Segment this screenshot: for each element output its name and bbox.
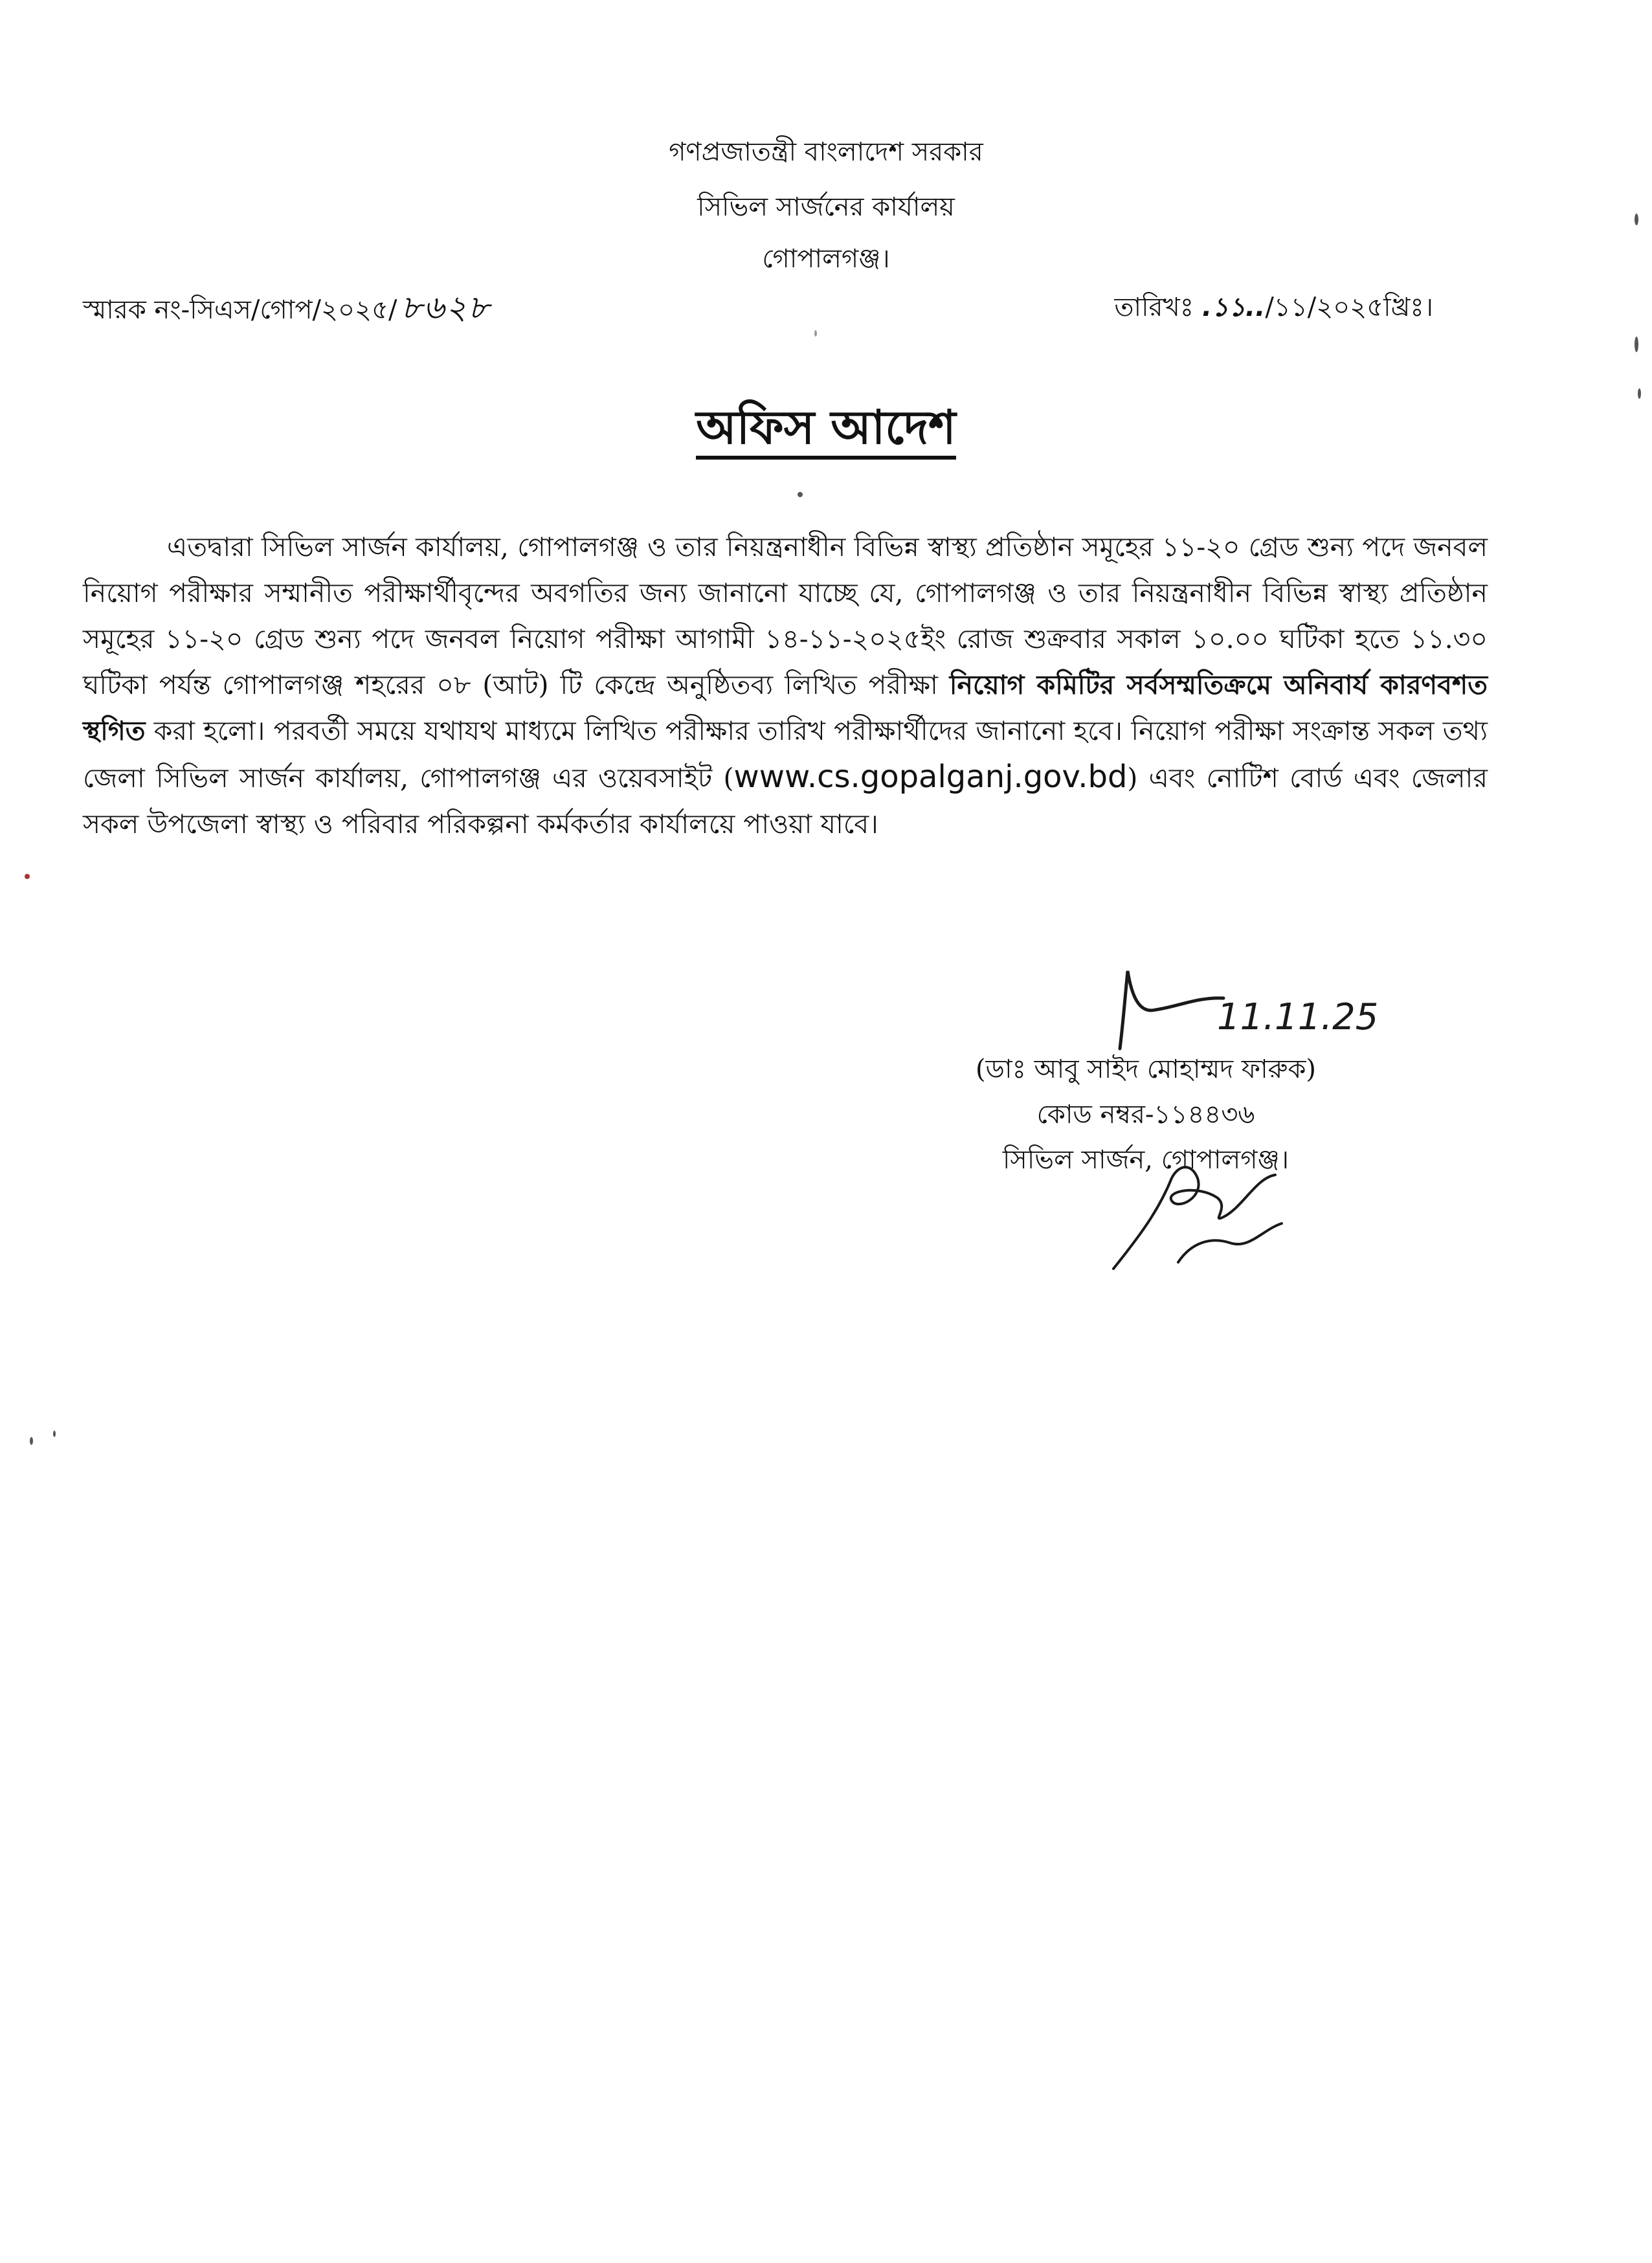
- scan-speck: [1638, 388, 1641, 399]
- signatory-name: (ডাঃ আবু সাইদ মোহাম্মদ ফারুক): [975, 1054, 1317, 1084]
- website-link: www.cs.gopalganj.gov.bd: [733, 759, 1128, 795]
- body-bold: নিয়োগ কমিটির সর্বসম্মতিক্রমে অনিবার্য কারণবশত স্থগিত: [83, 669, 1488, 746]
- signature-date: 11.11.25: [1217, 996, 1379, 1038]
- scan-speck: [1635, 214, 1638, 225]
- scan-speck: [30, 1437, 33, 1445]
- body-part2: করা হলো। পরবর্তী সময়ে যথাযথ মাধ্যমে লিখিত পরীক্ষার তারিখ পরীক্ষার্থীদের জানানো হবে। নিয়োগ পরীক্ষা সংক্রান্ত সকল তথ্য জেলা সিভিল সার্জন কার্যালয়, গোপালগঞ্জ এর ওয়েবসাইট (: [83, 715, 1488, 794]
- scan-speck: [798, 492, 803, 497]
- scan-speck: [814, 330, 817, 337]
- office-location: গোপালগঞ্জ।: [762, 244, 890, 274]
- body-part3: ) এবং নোটিশ বোর্ড এবং জেলার সকল উপজেলা স্বাস্থ্য ও পরিবার পরিকল্পনা কর্মকর্তার কার্যালয়ে পাওয়া যাবে।: [83, 763, 1488, 840]
- signatory-designation: সিভিল সার্জন, গোপালগঞ্জ।: [1002, 1145, 1289, 1175]
- scan-speck: [25, 874, 30, 879]
- scan-speck: [53, 1431, 56, 1437]
- body-part1: এতদ্বারা সিভিল সার্জন কার্যালয়, গোপালগঞ্জ ও তার নিয়ন্ত্রনাধীন বিভিন্ন স্বাস্থ্য প্রতিষ্ঠান সমূহের ১১-২০ গ্রেড শুন্য পদে জনবল নিয়োগ পরীক্ষার সম্মানীত পরীক্ষার্থীবৃন্দের অবগতির জন্য জানানো যাচ্ছে যে, গোপালগঞ্জ ও তার নিয়ন্ত্রনাধীন বিভিন্ন স্বাস্থ্য প্রতিষ্ঠান সমূহের ১১-২০ গ্রেড শুন্য পদে জনবল নিয়োগ পরীক্ষা আগামী ১৪-১১-২০২৫ইং রোজ শুক্রবার সকাল ১০.০০ ঘটিকা হতে ১১.৩০ ঘটিকা পর্যন্ত গোপালগঞ্জ শহরের ০৮ (আট) টি কেন্দ্রে অনুষ্ঠিতব্য লিখিত পরীক্ষা: [83, 531, 1488, 700]
- title-text: অফিস আদেশ: [696, 399, 956, 460]
- order-body: [83, 524, 1488, 847]
- memo-reference: [83, 288, 490, 329]
- memo-label: স্মারক নং-সিএস/গোপ/২০২৫/: [83, 295, 397, 325]
- memo-number: ৮৬২৮: [401, 289, 491, 326]
- signatory-code: কোড নম্বর-১১৪৪৩৬: [1036, 1100, 1255, 1130]
- scan-speck: [1635, 337, 1638, 352]
- date-reference: [1114, 288, 1433, 327]
- govt-name: গণপ্রজাতন্ত্রী বাংলাদেশ সরকার: [669, 137, 983, 167]
- office-name: সিভিল সার্জনের কার্যালয়: [697, 192, 955, 222]
- page-title: [0, 395, 1652, 460]
- date-label: তারিখঃ: [1114, 293, 1202, 322]
- date-day: .১১..: [1201, 293, 1266, 322]
- initials-scribble: [1100, 1139, 1334, 1282]
- date-rest: /১১/২০২৫খ্রিঃ।: [1265, 293, 1433, 322]
